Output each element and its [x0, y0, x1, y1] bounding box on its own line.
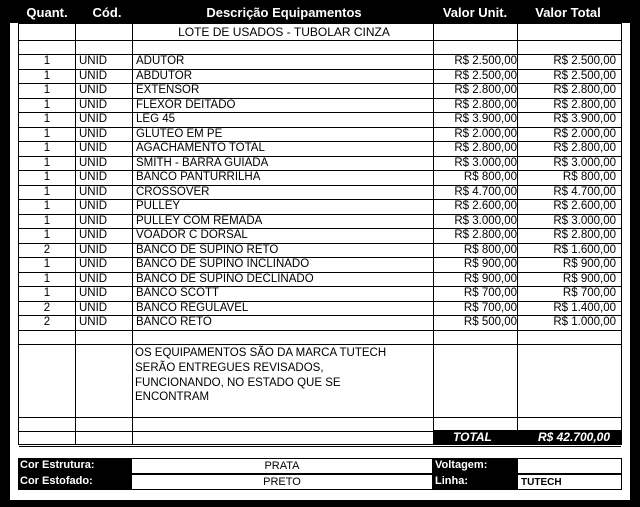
item-description: BANCO DE SUPINO INCLINADO: [136, 258, 310, 270]
item-unit-value: R$ 2.500,00: [454, 69, 517, 82]
item-unit-value: R$ 900,00: [463, 272, 517, 285]
footer-info: [18, 458, 622, 490]
item-description: BANCO SCOTT: [136, 287, 220, 299]
note-line-4: ENCONTRAM: [135, 391, 210, 403]
table-row: [19, 215, 621, 230]
item-qty: 1: [43, 127, 51, 140]
table-row: [19, 258, 621, 273]
item-unit-value: R$ 500,00: [463, 316, 517, 328]
estofado-value: PRETO: [131, 474, 433, 490]
item-unit-value: R$ 2.800,00: [454, 84, 517, 96]
item-total-value: R$ 700,00: [562, 287, 616, 299]
table-row: [19, 142, 621, 157]
item-code: UNID: [79, 214, 108, 227]
item-total-value: R$ 800,00: [562, 171, 616, 183]
item-qty: 1: [43, 229, 51, 241]
item-description: ABDUTOR: [136, 69, 193, 82]
item-total-value: R$ 1.000,00: [553, 316, 616, 328]
header-code: Cód.: [92, 5, 122, 20]
item-unit-value: R$ 3.000,00: [454, 156, 517, 169]
item-description: BANCO DE SUPINO DECLINADO: [136, 272, 314, 285]
item-unit-value: R$ 2.800,00: [454, 142, 517, 154]
item-unit-value: R$ 900,00: [463, 258, 517, 270]
item-total-value: R$ 3.000,00: [553, 214, 616, 227]
item-description: BANCO DE SUPINO RETO: [136, 243, 279, 256]
note-line-3: FUNCIONANDO, NO ESTADO QUE SE: [135, 377, 341, 389]
item-description: SMITH - BARRA GUIADA: [136, 156, 269, 169]
item-code: UNID: [79, 316, 108, 328]
item-total-value: R$ 2.500,00: [553, 69, 616, 82]
item-total-value: R$ 3.900,00: [553, 113, 616, 125]
item-description: LEG 45: [136, 113, 175, 125]
table-row: [19, 128, 621, 143]
table-row: [19, 287, 621, 302]
item-code: UNID: [79, 185, 108, 198]
item-unit-value: R$ 4.700,00: [454, 185, 517, 198]
item-code: UNID: [79, 113, 108, 125]
item-code: UNID: [79, 84, 108, 96]
item-code: UNID: [79, 127, 108, 140]
linha-label: Linha:: [433, 474, 517, 490]
item-total-value: R$ 900,00: [562, 258, 616, 270]
item-qty: 1: [43, 272, 51, 285]
item-total-value: R$ 4.700,00: [553, 185, 616, 198]
note-line-2: SERÃO ENTREGUES REVISADOS,: [135, 362, 324, 374]
item-description: FLEXOR DEITADO: [136, 98, 236, 111]
estrutura-value: PRATA: [131, 458, 433, 474]
voltagem-label: Voltagem:: [433, 458, 517, 474]
header-description: Descrição Equipamentos: [206, 5, 362, 20]
item-total-value: R$ 2.800,00: [553, 84, 616, 96]
table-row: [19, 244, 621, 259]
item-unit-value: R$ 700,00: [463, 287, 517, 299]
item-total-value: R$ 900,00: [562, 272, 616, 285]
item-qty: 1: [43, 214, 51, 227]
item-code: UNID: [79, 55, 108, 67]
header-qty: Quant.: [26, 5, 68, 20]
table-row: [19, 113, 621, 128]
table-row: [19, 157, 621, 172]
table-row: [19, 273, 621, 288]
item-qty: 1: [43, 287, 51, 299]
item-code: UNID: [79, 243, 108, 256]
item-qty: 2: [43, 301, 51, 314]
blank-row: [19, 331, 621, 346]
item-description: CROSSOVER: [136, 185, 210, 198]
item-qty: 1: [43, 156, 51, 169]
item-description: ADUTOR: [136, 55, 185, 67]
item-code: UNID: [79, 200, 108, 212]
item-unit-value: R$ 2.600,00: [454, 200, 517, 212]
quote-sheet: [10, 3, 630, 500]
item-unit-value: R$ 2.000,00: [454, 127, 517, 140]
estofado-label: Cor Estofado:: [18, 474, 131, 490]
voltagem-value: [517, 458, 622, 474]
item-qty: 1: [43, 113, 51, 125]
item-total-value: R$ 1.600,00: [553, 243, 616, 256]
item-qty: 1: [43, 55, 51, 67]
item-qty: 2: [43, 316, 51, 328]
table-row: [19, 229, 621, 244]
note-line-1: OS EQUIPAMENTOS SÃO DA MARCA TUTECH: [135, 347, 387, 359]
item-total-value: R$ 3.000,00: [553, 156, 616, 169]
item-description: VOADOR C DORSAL: [136, 229, 248, 241]
blank-row: [19, 41, 621, 55]
item-description: PULLEY COM REMADA: [136, 214, 263, 227]
item-code: UNID: [79, 171, 108, 183]
item-unit-value: R$ 800,00: [463, 171, 517, 183]
item-qty: 1: [43, 98, 51, 111]
item-qty: 1: [43, 200, 51, 212]
table-row: [19, 302, 621, 317]
item-description: BANCO RETO: [136, 316, 212, 328]
item-code: UNID: [79, 287, 108, 299]
table-row: [19, 70, 621, 85]
table-row: [19, 99, 621, 114]
item-unit-value: R$ 3.000,00: [454, 214, 517, 227]
table-row: [19, 84, 621, 99]
item-code: UNID: [79, 272, 108, 285]
item-unit-value: R$ 2.500,00: [454, 55, 517, 67]
item-qty: 2: [43, 243, 51, 256]
item-qty: 1: [43, 185, 51, 198]
item-code: UNID: [79, 142, 108, 154]
item-total-value: R$ 2.500,00: [553, 55, 616, 67]
item-description: AGACHAMENTO TOTAL: [136, 142, 265, 154]
item-description: EXTENSOR: [136, 84, 200, 96]
item-qty: 1: [43, 69, 51, 82]
item-code: UNID: [79, 98, 108, 111]
item-description: BANCO REGULAVEL: [136, 301, 249, 314]
item-code: UNID: [79, 156, 108, 169]
estrutura-label: Cor Estrutura:: [18, 458, 131, 474]
item-unit-value: R$ 2.800,00: [454, 98, 517, 111]
table-row: [19, 316, 621, 331]
item-code: UNID: [79, 258, 108, 270]
total-value: R$ 42.700,00: [537, 430, 610, 444]
item-description: PULLEY: [136, 200, 181, 212]
item-code: UNID: [79, 69, 108, 82]
header-unit-value: Valor Unit.: [442, 5, 508, 20]
item-qty: 1: [43, 142, 51, 154]
lot-row: [19, 24, 621, 41]
item-qty: 1: [43, 258, 51, 270]
item-unit-value: R$ 700,00: [463, 301, 517, 314]
item-description: BANCO PANTURRILHA: [136, 171, 261, 183]
table-row: [19, 171, 621, 186]
item-total-value: R$ 2.000,00: [553, 127, 616, 140]
lot-title: LOTE DE USADOS - TUBOLAR CINZA: [178, 25, 390, 39]
linha-value: TUTECH: [517, 474, 622, 490]
item-qty: 1: [43, 84, 51, 96]
item-code: UNID: [79, 301, 108, 314]
item-total-value: R$ 2.800,00: [553, 142, 616, 154]
header-total-value: Valor Total: [535, 5, 601, 20]
table-row: [19, 55, 621, 70]
item-code: UNID: [79, 229, 108, 241]
total-label: TOTAL: [453, 430, 492, 444]
items-table: [18, 23, 622, 445]
item-unit-value: R$ 2.800,00: [454, 229, 517, 241]
total-bar: [433, 430, 622, 445]
item-total-value: R$ 2.800,00: [553, 229, 616, 241]
item-total-value: R$ 1.400,00: [553, 301, 616, 314]
item-total-value: R$ 2.600,00: [553, 200, 616, 212]
item-description: GLUTEO EM PÉ: [136, 127, 223, 140]
item-unit-value: R$ 3.900,00: [454, 113, 517, 125]
item-total-value: R$ 2.800,00: [553, 98, 616, 111]
item-unit-value: R$ 800,00: [463, 243, 517, 256]
blank-row: [19, 389, 621, 404]
table-row: [19, 200, 621, 215]
item-qty: 1: [43, 171, 51, 183]
blank-row: [19, 403, 621, 418]
table-row: [19, 186, 621, 201]
